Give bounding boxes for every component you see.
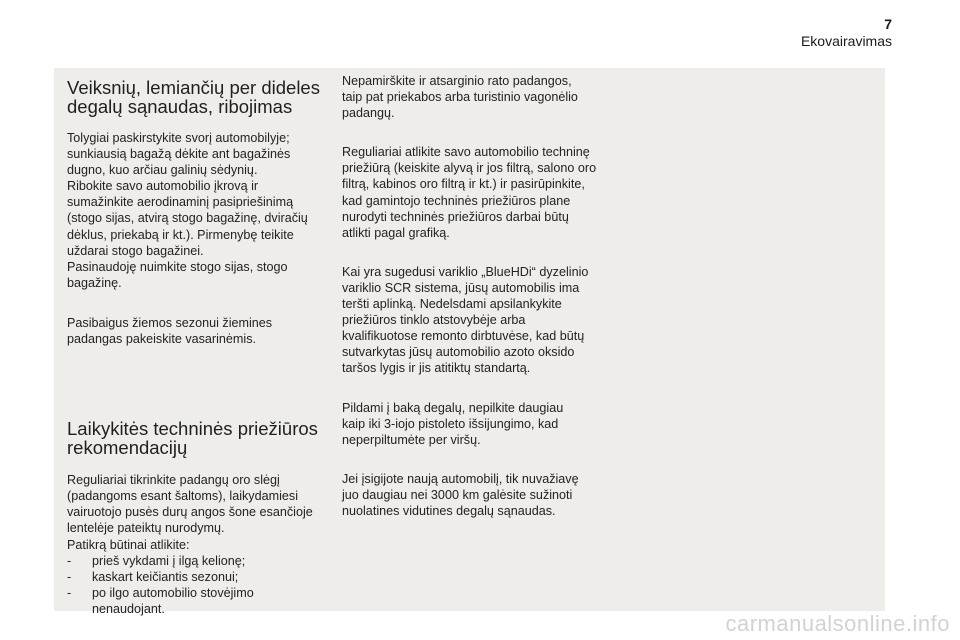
new-car-paragraph: Jei įsigijote naują automobilį, tik nuvažiavę juo daugiau nei 3000 km galėsite sužinoti nuolatines vidutines degalų sąnaudas. <box>342 471 579 518</box>
maintenance-heading: Laikykitės techninės priežiūros rekomendacijų <box>67 418 318 459</box>
watermark-text: carmanualsonline.info <box>725 611 950 636</box>
bluehdi-scr-paragraph: Kai yra sugedusi variklio „BlueHDi“ dyzelinio variklio SCR sistema, jūsų automobilis ima teršti aplinką. Nedelsdami apsilankykite priežiūros tinklo atstovybėje arba kvalifikuotose remonto dirbtuvėse, kad būtų sutvarkytas jūsų automobilio azoto oksido taršos lygis ir jis atitiktų standartą. <box>342 264 589 376</box>
left-column <box>67 68 327 617</box>
fuel-consumption-heading: Veiksnių, lemiančių per dideles degalų sąnaudas, ribojimas <box>67 77 320 117</box>
winter-tyres-paragraph: Pasibaigus žiemos sezonui žiemines padangas pakeiskite vasarinėmis. <box>67 315 273 347</box>
list-item: - prieš vykdami į ilgą kelionę; <box>67 553 246 568</box>
load-distribution-paragraph: Tolygiai paskirstykite svorį automobilyje; sunkiausią bagažą dėkite ant bagažinės dugno, kuo arčiau galinių sėdynių. Ribokite savo automobilio įkrovą ir sumažinkite aerodinaminį pasipriešinimą (stogo sijas, atvirą stogo bagažinę, dviračių dėklus, priekabą ir kt.). Pirmenybę teikite uždarai stogo bagažinei. Pasinaudoję nuimkite stogo sijas, stogo bagažinę. <box>67 131 308 290</box>
page-number: 7 <box>884 16 892 32</box>
list-item: - kaskart keičiantis sezonui; <box>67 569 239 584</box>
refuel-paragraph: Pildami į baką degalų, nepilkite daugiau kaip iki 3-iojo pistoleto išsijungimo, kad neperpiltumėte per viršų. <box>342 400 564 447</box>
tyre-pressure-paragraph: Reguliariai tikrinkite padangų oro slėgį (padangoms esant šaltoms), laikydamiesi vairuotojo pusės durų angos šone esančioje lentelėje pateiktų nurodymų. Patikrą būtinai atlikite: <box>67 473 313 552</box>
list-item: - po ilgo automobilio stovėjimo nenaudojant. <box>67 585 254 616</box>
right-column <box>342 68 612 519</box>
chapter-title: Ekovairavimas <box>800 33 892 49</box>
service-paragraph: Reguliariai atlikite savo automobilio techninę priežiūrą (keiskite alyvą ir jos filtrą, salono oro filtrą, kabinos oro filtrą ir kt.) ir pasirūpinkite, kad gamintojo techninės priežiūros plane nurodyti techninės priežiūros darbai būtų atlikti pagal grafiką. <box>342 145 597 240</box>
content-panel <box>54 68 885 616</box>
pressure-check-list <box>67 553 327 617</box>
spare-tyre-paragraph: Nepamirškite ir atsarginio rato padangos, taip pat priekabos arba turistinio vagonėlio padangų. <box>342 74 578 121</box>
